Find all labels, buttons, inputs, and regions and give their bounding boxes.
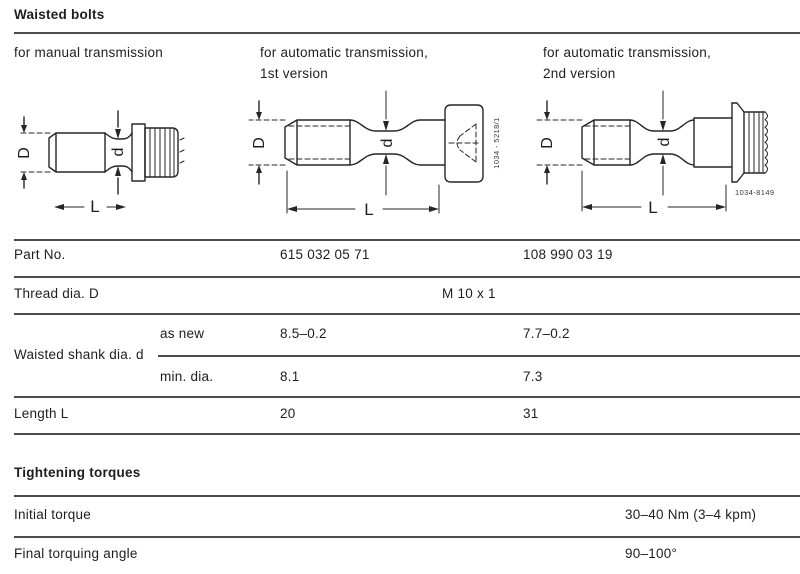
value-length-auto1: 20 bbox=[280, 406, 296, 421]
value-initial-torque: 30–40 Nm (3–4 kpm) bbox=[625, 507, 757, 522]
figure-code: 1034-8149 bbox=[735, 188, 775, 197]
column-header-auto1-line2: 1st version bbox=[260, 66, 329, 81]
dim-label-d: d bbox=[379, 138, 396, 148]
row-label-thread-dia: Thread dia. D bbox=[14, 286, 100, 301]
column-header-auto2-line2: 2nd version bbox=[543, 66, 616, 81]
row-label-waisted-shank: Waisted shank dia. d bbox=[14, 347, 144, 362]
section-heading-torques: Tightening torques bbox=[14, 465, 141, 480]
dim-label-d: d bbox=[656, 137, 673, 147]
divider bbox=[14, 239, 800, 241]
dim-label-L: L bbox=[648, 198, 658, 217]
row-label-part-no: Part No. bbox=[14, 247, 66, 262]
divider bbox=[14, 313, 800, 315]
value-thread-dia: M 10 x 1 bbox=[442, 286, 496, 301]
divider bbox=[14, 433, 800, 435]
divider bbox=[14, 536, 800, 538]
value-as-new-auto1: 8.5–0.2 bbox=[280, 326, 327, 341]
sub-label-min-dia: min. dia. bbox=[160, 369, 214, 384]
row-label-final-angle: Final torquing angle bbox=[14, 546, 138, 561]
figure-auto1-bolt bbox=[243, 85, 505, 237]
dim-label-L: L bbox=[90, 197, 100, 216]
divider bbox=[14, 495, 800, 497]
dim-label-D: D bbox=[539, 137, 556, 149]
figure-manual-bolt bbox=[10, 95, 220, 230]
figure-code: 1034 - 5218/1 bbox=[492, 117, 501, 169]
row-label-initial-torque: Initial torque bbox=[14, 507, 92, 522]
divider bbox=[14, 276, 800, 278]
column-header-manual: for manual transmission bbox=[14, 45, 164, 60]
divider bbox=[158, 355, 800, 357]
column-header-auto2-line1: for automatic transmission, bbox=[543, 45, 712, 60]
value-part-no-auto2: 108 990 03 19 bbox=[523, 247, 613, 262]
column-header-auto1-line1: for automatic transmission, bbox=[260, 45, 429, 60]
page-title: Waisted bolts bbox=[14, 7, 105, 22]
divider bbox=[14, 32, 800, 34]
value-min-dia-auto2: 7.3 bbox=[523, 369, 543, 384]
dim-label-D: D bbox=[16, 147, 33, 159]
value-part-no-auto1: 615 032 05 71 bbox=[280, 247, 370, 262]
dim-label-d: d bbox=[110, 147, 127, 157]
figure-auto2-bolt bbox=[525, 85, 795, 237]
value-min-dia-auto1: 8.1 bbox=[280, 369, 300, 384]
divider bbox=[14, 396, 800, 398]
dim-label-D: D bbox=[251, 137, 268, 149]
row-label-length: Length L bbox=[14, 406, 69, 421]
dim-label-L: L bbox=[364, 200, 374, 219]
value-length-auto2: 31 bbox=[523, 406, 539, 421]
sub-label-as-new: as new bbox=[160, 326, 205, 341]
value-as-new-auto2: 7.7–0.2 bbox=[523, 326, 570, 341]
value-final-angle: 90–100° bbox=[625, 546, 678, 561]
